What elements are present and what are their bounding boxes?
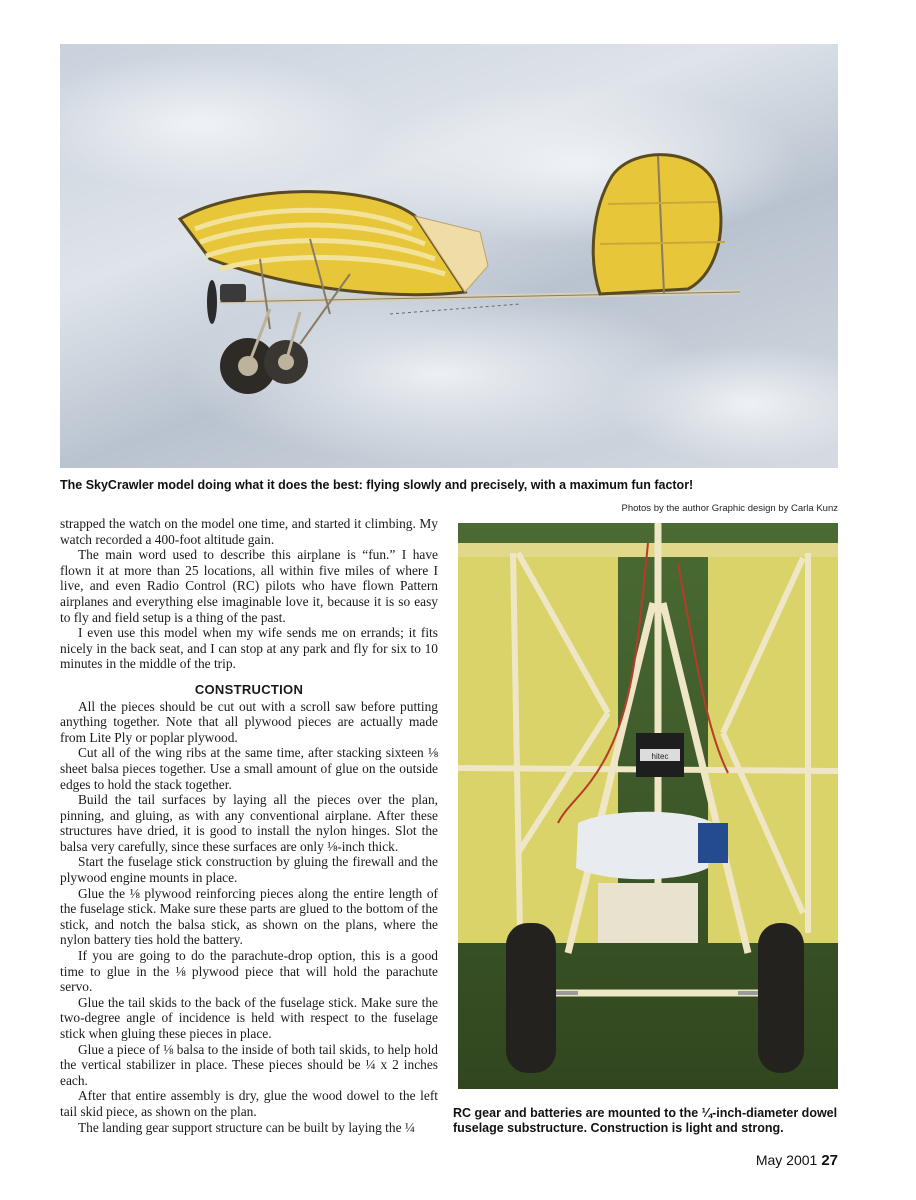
paragraph: If you are going to do the parachute-drop option, this is a good time to glue in the ⅛ plywood piece that will hold the parachute servo. xyxy=(60,948,438,995)
gear-caption: RC gear and batteries are mounted to the ¼-inch-diameter dowel fuselage substructure. Construction is light and strong. xyxy=(453,1106,838,1135)
article-column xyxy=(60,516,438,1135)
page-number: 27 xyxy=(821,1152,838,1169)
paragraph: Cut all of the wing ribs at the same time, after stacking sixteen ⅛ sheet balsa pieces together. Use a small amount of glue on the outside edges to hold the stack together. xyxy=(60,745,438,792)
paragraph: I even use this model when my wife sends me on errands; it fits nicely in the back seat, and I can stop at any park and fly for six to 10 minutes in the middle of the trip. xyxy=(60,625,438,672)
paragraph: The landing gear support structure can be built by laying the ¼ xyxy=(78,1119,415,1135)
hero-photo xyxy=(60,44,838,468)
paragraph: Glue the tail skids to the back of the fuselage stick. Make sure the two-degree angle of incidence is held with respect to the fuselage stick when gluing these pieces in place. xyxy=(60,994,438,1041)
paragraph: All the pieces should be cut out with a scroll saw before putting anything together. Note that all plywood pieces are actually made from Lite Ply or poplar plywood. xyxy=(60,698,438,745)
hero-caption: The SkyCrawler model doing what it does the best: flying slowly and precisely, with a maximum fun factor! xyxy=(60,478,694,492)
paragraph: Glue the ⅛ plywood reinforcing pieces along the entire length of the fuselage stick. Make sure these parts are glued to the bottom of the stick, and notch the balsa stick, as shown on the plans, where the nylon battery ties hold the battery. xyxy=(60,885,438,948)
rc-gear-photo xyxy=(458,523,838,1089)
section-heading: CONSTRUCTION xyxy=(194,681,304,697)
paragraph: Start the fuselage stick construction by gluing the firewall and the plywood engine mounts in place. xyxy=(60,854,438,886)
photo-credits: Photos by the author Graphic design by Carla Kunz xyxy=(621,503,838,514)
paragraph: The main word used to describe this airplane is “fun.” I have flown it at more than 25 locations, all within five miles of where I live, and even Radio Control (RC) pilots who have flown Pattern airplanes and everything else imaginable love it, because it is so easy to fly and field setup is a thing of the past. xyxy=(60,547,438,625)
page-footer xyxy=(700,1152,838,1169)
receiver-label: hitec xyxy=(651,752,669,761)
paragraph: strapped the watch on the model one time, and started it climbing. My watch recorded a 400-foot altitude gain. xyxy=(60,516,438,547)
issue-date: May 2001 xyxy=(755,1152,818,1168)
paragraph: Glue a piece of ⅛ balsa to the inside of both tail skids, to help hold the vertical stabilizer in place. These pieces should be ¼ x 2 inches each. xyxy=(60,1041,438,1088)
skycrawler-in-flight-illustration xyxy=(60,44,838,468)
rc-gear-illustration xyxy=(458,523,838,1089)
paragraph: After that entire assembly is dry, glue the wood dowel to the left tail skid piece, as shown on the plan. xyxy=(60,1088,438,1119)
paragraph: Build the tail surfaces by laying all the pieces over the plan, pinning, and gluing, as with any conventional airplane. After these structures have dried, it is good to install the nylon hinges. Slot the balsa very carefully, since these surfaces are only ⅛-inch thick. xyxy=(60,792,438,854)
